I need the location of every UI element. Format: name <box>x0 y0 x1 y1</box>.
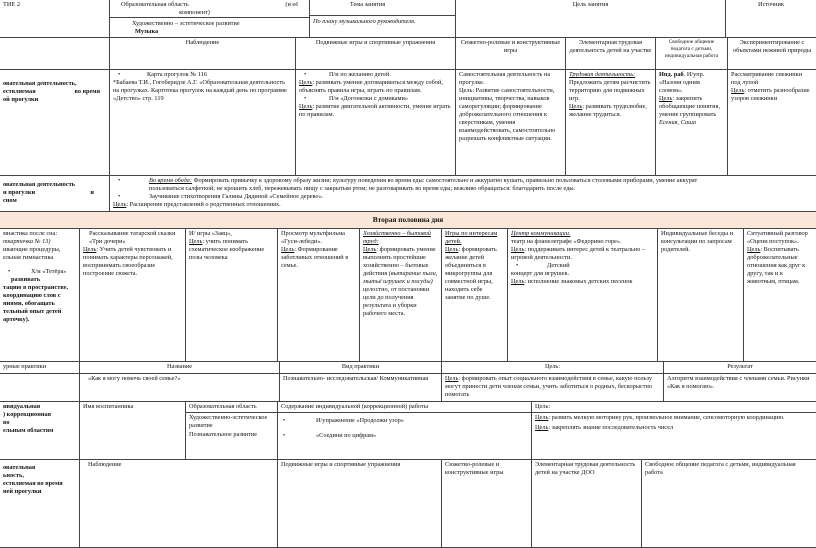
practice-result: Алгоритм взаимодействия с членами семьи. Рисунки «Как я помогаю». <box>667 375 810 391</box>
practice-name-header: Название <box>166 363 193 370</box>
header-goal-cell: Цель занятия <box>456 0 726 38</box>
individual-work-row <box>0 402 816 460</box>
evening-walk-row <box>0 460 816 548</box>
lunch-row <box>0 176 816 212</box>
evening-cartoon: Просмотр мультфильма «Гуси-лебеди». Цель: Формирование заботливых отношений в семье. <box>278 229 360 362</box>
evening-fairy-tale: Рассказывание татарской сказки «Три дочери» Цель: Учить детей чувствовать и понимать характеры персонажей, воспринимать своеобразие построение сюжета. <box>80 229 186 362</box>
evening-parents: Индивидуальные беседы и консультации по запросам родителей. <box>658 229 744 362</box>
category-role-games: Сюжетно-ролевые и конструктивные игры <box>460 39 561 55</box>
morning-walk-observation: • Карта прогулок № 116 *Бабаева Т.И., Гогоберидзе А.Г. «Образовательная деятельность на прогулках. Картотека прогулок на каждый день по программе «Детство» стр. 119 <box>110 70 296 176</box>
morning-walk-role-games: Самостоятельная деятельность на прогулке. Цель: Развитие самостоятельности, инициативы, творчества, навыков саморегуляции; формирование доброжелательного отношения к сверстникам, умения взаимодействовать, самостоятельно разрешать конфликтные ситуации. <box>456 70 566 176</box>
practice-label: урные практики <box>3 363 47 370</box>
header-source-cell: Источник <box>726 0 816 38</box>
practice-name: «Как я могу помочь своей семье?» <box>88 375 181 382</box>
category-active-games: Подвижные игры и спортивные упражнения <box>315 39 436 46</box>
walk-categories-row <box>0 38 816 70</box>
evening-walk-observation-header: Наблюдение <box>88 461 122 468</box>
individual-goal-cell: Цель: Цель: развить мелкую моторику рук, произвольное внимание, сенсомоторную координацию. Цель: закреплять знание последовательность чисел <box>532 402 816 460</box>
practice-type-header: Вид практики <box>341 363 380 370</box>
evening-walk-labor-header: Элементарная трудовая деятельность детей на участке ДОО <box>535 461 636 477</box>
evening-games: И/ игры «Заяц», Цель: учить понимать схематическое изображение позы человека <box>186 229 278 362</box>
category-free-communication: Свободное общение педагога с детьми, индивидуальная работа <box>664 39 719 59</box>
evening-household-work: Хозяйственно – бытовой труд: Цель: формировать умение выполнять простейшие хозяйственно – бытовые действия (вытирание пыли, мытьё игрушек и посуды) целостно, от постановки цели до получения результата и уборки рабочего места. <box>360 229 442 362</box>
category-experiments: Экспериментирование с объектами неживой природы <box>732 39 812 55</box>
evening-walk-communication-header: Свободное общение педагога с детьми, индивидуальная работа <box>645 461 796 477</box>
practice-goal-header: Цель: <box>544 363 561 370</box>
practice-row <box>0 374 816 402</box>
category-observation: Наблюдение <box>185 39 220 46</box>
lunch-content: • Во время обеда: Формировать привычку к здоровому образу жизни; культуру поведения во время еды: самостоятельно и аккуратно кушать, правильно пользоваться столовыми приборами, умение аккурат пользоваться салфеткой; не крошить хлеб, пережевывать пищу с закрытым ртом; не разговаривать во время еды; вежливо обращаться: благодарить после еды. • Заучивание стихотворения Галины Дядиной «Семейное дерево». Цель: Расширение представлений о родственных отношениях. <box>110 176 816 212</box>
evening-walk-role-header: Сюжетно-ролевые и конструктивные игры <box>445 461 504 477</box>
child-name-header: Имя воспитанника <box>83 403 134 410</box>
individual-work-label: ивидуальная ) коррекционная во ельным областям <box>0 402 80 460</box>
evening-interest-games: Игры по интересам детей. Цель: формировать желание детей объединяться в микрогруппы для совместной игры, находить себе занятие по душе. <box>442 229 508 362</box>
second-half-row <box>0 212 816 229</box>
practice-result-header: Результат <box>727 363 753 370</box>
morning-walk-games: • П/и по желанию детей. Цель: развивать умение договариваться между собой, объяснять правила игры, играть по правилам. • П/и «Догонялки с домиками» Цель: развитие двигательной активности, умение играть по правилам. <box>296 70 456 176</box>
evening-situational-talk: Ситуативный разговор «Оцени поступок». Цель: Воспитывать доброжелательные отношения как друг к другу, так и к животным, птицам. <box>744 229 816 362</box>
header-edu-area-cell: Образовательная область (и её компонент) Художественно – эстетическое развитие Музыка <box>110 0 310 38</box>
lunch-label: овательная деятельность и прогулки и сном <box>0 176 110 212</box>
evening-communication-center: Центр коммуникации. театр на фланелеграфе «Федорино горе». Цель: поддерживать интерес детей к театрально – игровой деятельности. • Детский концерт для игрушек. Цель: исполнение знакомых детских песенок <box>508 229 658 362</box>
category-labor: Элементарная трудовая деятельность детей на участке <box>569 39 652 55</box>
practice-header-row <box>0 362 816 374</box>
evening-walk-games-header: Подвижные игры и спортивные упражнения <box>281 461 401 468</box>
practice-goal: Цель: формировать опыт социального взаимодействия в семье, какую пользу могут принести дети членам семьи, учить заботиться о родных, бескорыстно помогать <box>442 374 664 402</box>
practice-type: Познавательно- исследовательская/ Коммуникативная <box>283 375 429 382</box>
header-row <box>0 0 816 38</box>
morning-walk-individual: Инд. раб. И/упр. «Назови одним словом». Цель: закрепить обобщающие понятия, умение группировать Есения, Саша <box>656 70 728 176</box>
evening-row <box>0 229 816 362</box>
evening-label: мнастика после сна: ткарточка № 13) ивающие процедуры, ельная гимнастика • Х/и «Тетёра» развивать тацию в пространстве, координацию слов с ниями, обогащать тельный опыт детей арточку). <box>0 229 80 362</box>
individual-area-cell: Образовательная область Художественно-эстетическое развитие Познавательное развитие <box>186 402 278 460</box>
evening-walk-label: овательная ьность, ествляемая во время ней прогулки <box>0 460 80 548</box>
individual-content-cell: Содержание индивидуальной (коррекционной) работы • И/упражнение «Продолжи узор» • «Соедини по цифрам» <box>278 402 532 460</box>
morning-walk-label: овательная деятельность, ествляемая во время ой прогулки <box>0 70 110 176</box>
morning-walk-row <box>0 70 816 176</box>
second-half-heading: Вторая половина дня <box>372 215 444 224</box>
header-section-number: ТИЕ 2 <box>3 1 20 8</box>
morning-walk-labor: Трудовая деятельность: Предложить детям расчистить территорию для подвижных игр. Цель: развивать трудолюбие, желание трудиться. <box>566 70 656 176</box>
header-topic-cell: Тема занятия По плану музыкального руководителя. <box>310 0 456 38</box>
morning-walk-experiment: Рассматривание снежинки под лупой Цель: отметить разнообразие узоров снежинки <box>728 70 816 176</box>
